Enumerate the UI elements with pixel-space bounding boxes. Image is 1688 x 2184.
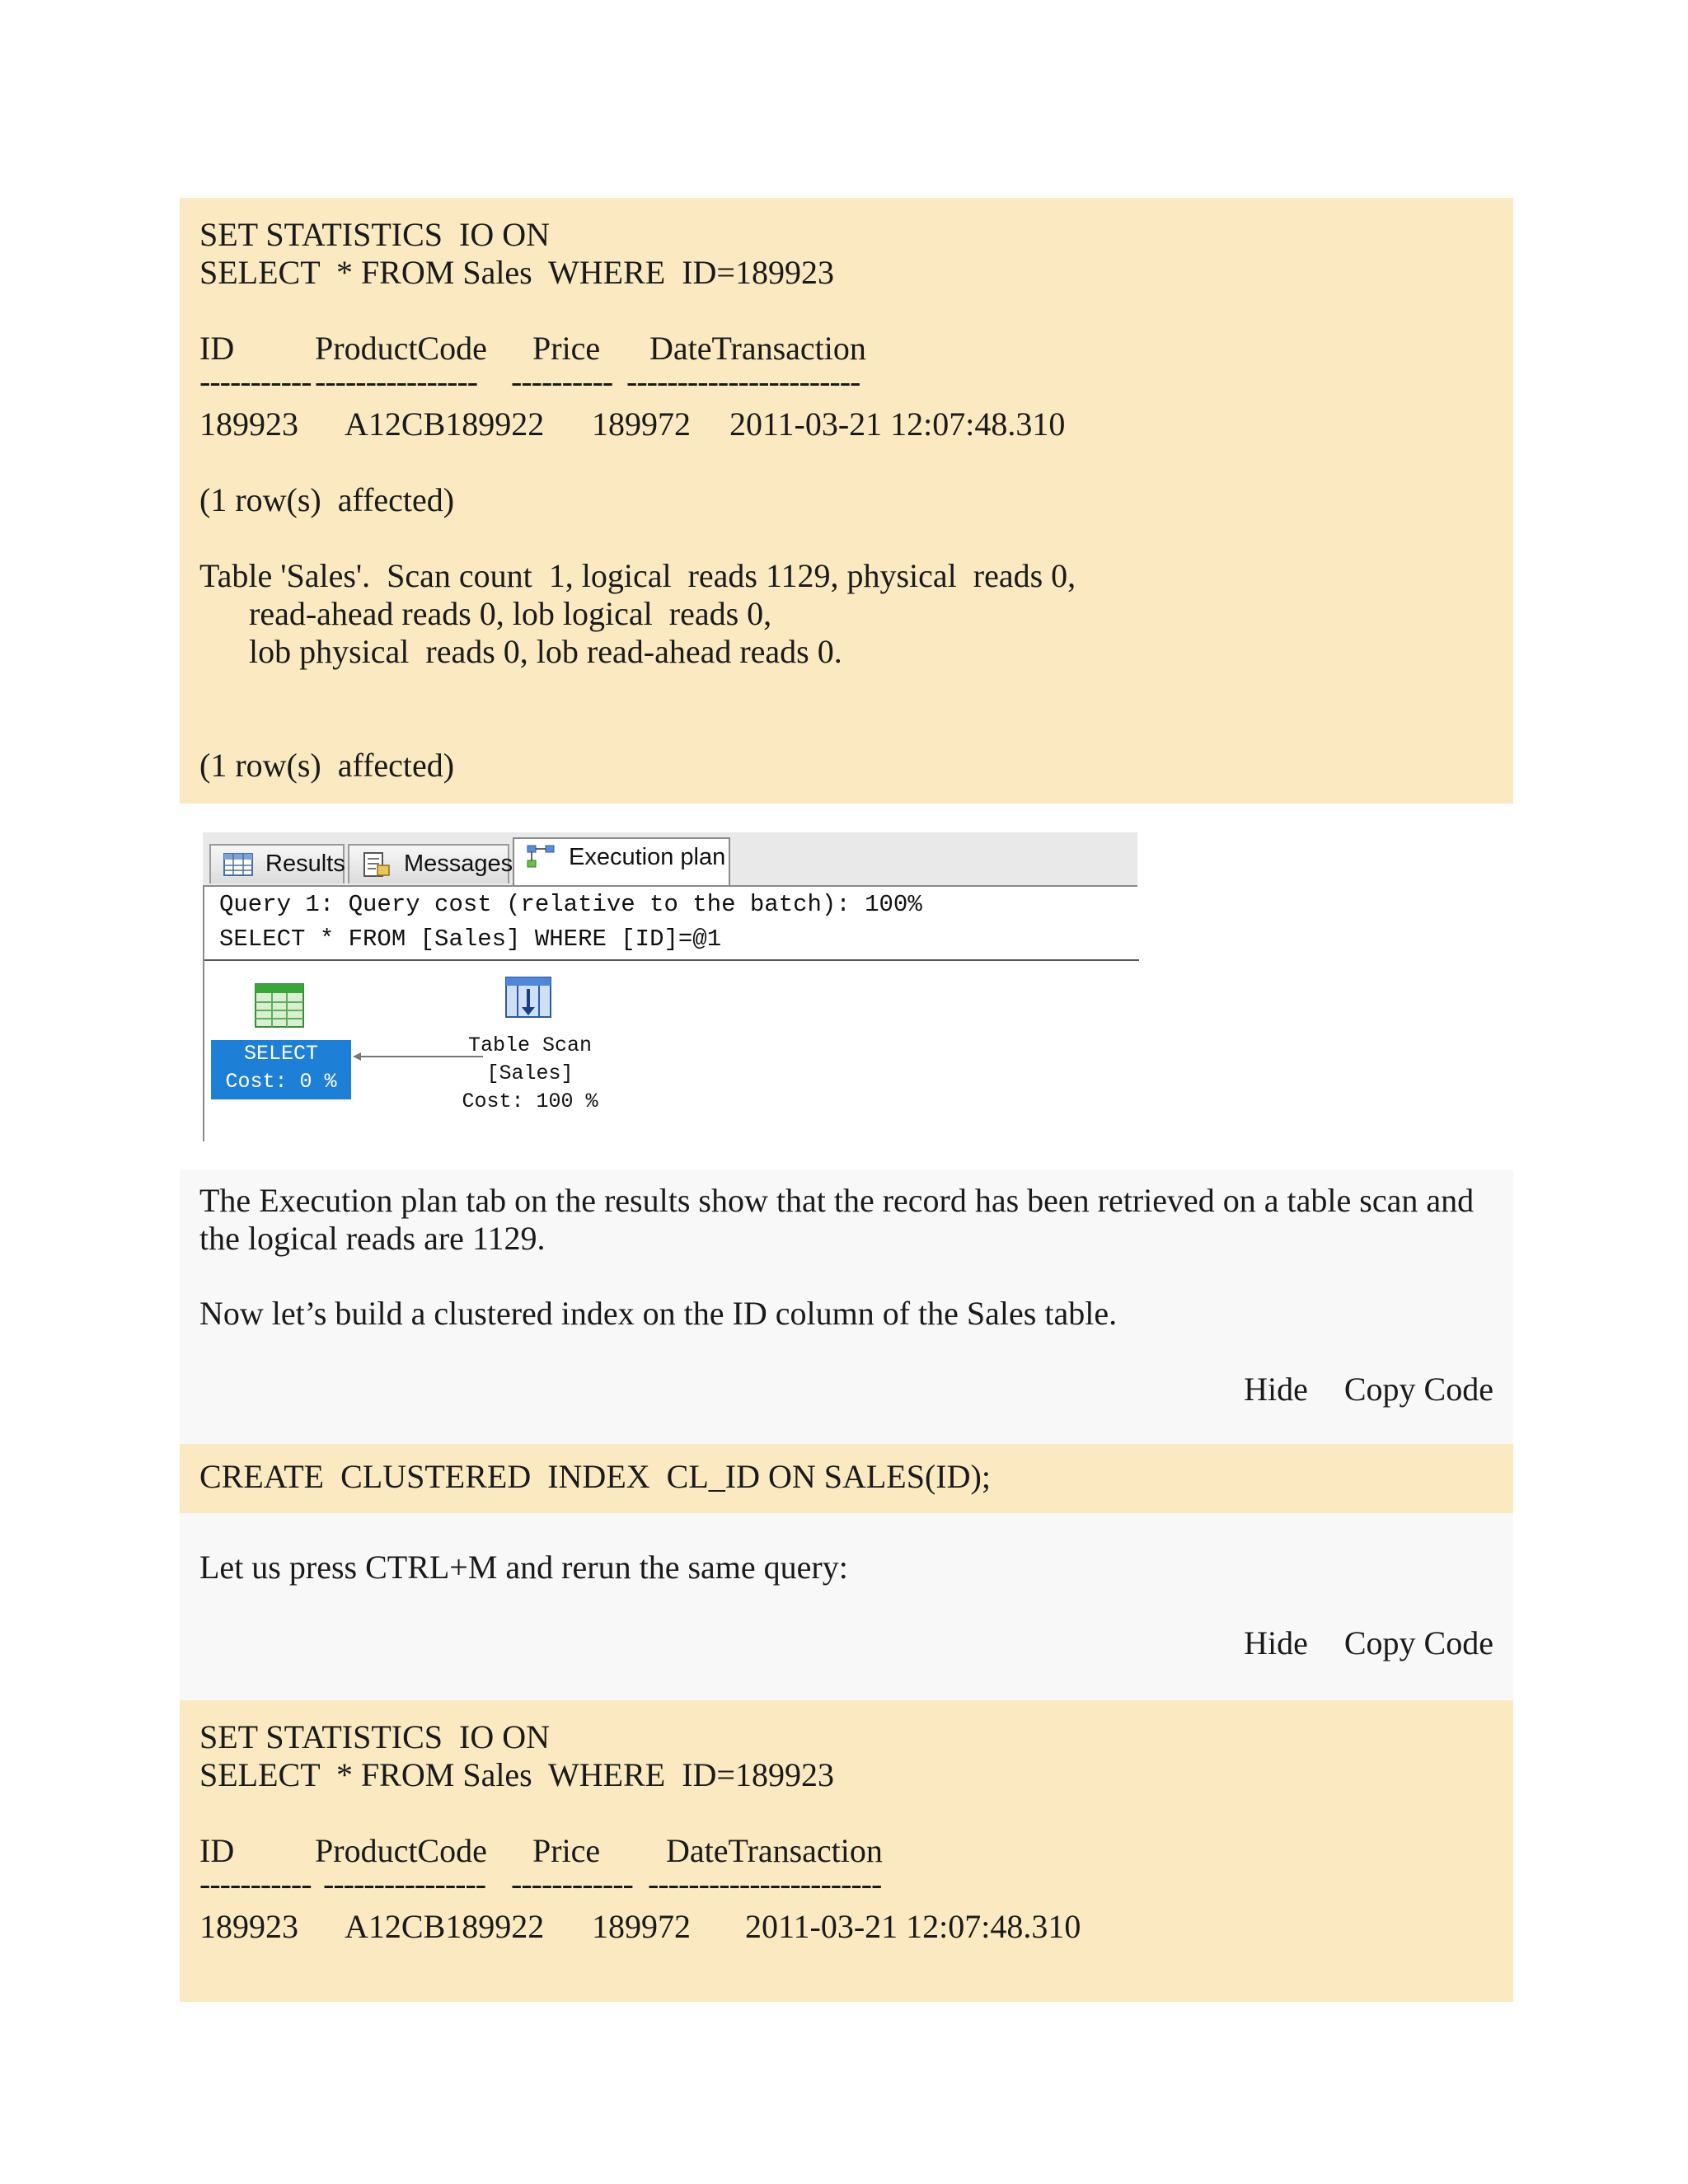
code-block-second-query — [180, 1700, 1513, 2002]
column-header-datetransaction: DateTransaction — [649, 330, 866, 367]
cell-productcode: A12CB189922 — [345, 1908, 545, 1945]
paragraph: The Execution plan tab on the results show that the record has been retrieved on a table scan and the logical reads are 1129. — [199, 1182, 1475, 1257]
tab-label: Results — [265, 851, 345, 877]
grid-icon — [223, 852, 254, 877]
code-block-first-query — [180, 198, 1513, 804]
table-scan-cost: Cost: 100 % — [462, 1090, 598, 1113]
hide-link[interactable]: Hide — [1244, 1624, 1308, 1661]
code-block-create-index — [180, 1444, 1513, 1513]
column-header-productcode: ProductCode — [315, 330, 487, 367]
query-cost-line: Query 1: Query cost (relative to the batch): 100% — [219, 891, 922, 918]
dash-col: ---------- — [511, 363, 613, 400]
tab-results[interactable] — [209, 844, 345, 883]
tab-messages[interactable] — [348, 844, 513, 883]
explanation-section — [180, 1170, 1513, 1444]
rows-affected: (1 row(s) affected) — [199, 747, 455, 784]
result-separator — [199, 363, 1493, 405]
dash-col: ------------ — [511, 1865, 633, 1902]
table-scan-name: Table Scan — [467, 1033, 593, 1057]
result-row — [199, 405, 1493, 443]
select-operator-label[interactable] — [211, 1040, 351, 1099]
code-line: SELECT * FROM Sales WHERE ID=189923 — [199, 254, 834, 291]
dash-col: ----------- — [199, 363, 312, 400]
code-line: SET STATISTICS IO ON — [199, 216, 550, 253]
cell-datetransaction: 2011-03-21 12:07:48.310 — [729, 405, 1066, 443]
paragraph: Now let’s build a clustered index on the ID column of the Sales table. — [199, 1295, 1118, 1332]
column-header-price: Price — [532, 330, 601, 367]
column-header-id: ID — [199, 330, 235, 367]
cell-price: 189972 — [592, 1908, 691, 1945]
hide-link[interactable]: Hide — [1244, 1371, 1308, 1408]
query-text-line: SELECT * FROM [Sales] WHERE [ID]=@1 — [219, 926, 722, 953]
execution-plan-pane — [203, 885, 1139, 1141]
plan-divider — [204, 959, 1139, 961]
tab-label: Messages — [404, 851, 513, 877]
copy-code-link[interactable]: Copy Code — [1343, 1624, 1493, 1661]
dash-col: ----------------------- — [648, 1865, 882, 1902]
code-actions — [1216, 1371, 1493, 1408]
dash-col: ----------- — [199, 1865, 312, 1902]
io-stats-line: read-ahead reads 0, lob logical reads 0, — [249, 595, 772, 632]
column-header-productcode: ProductCode — [315, 1832, 487, 1869]
code-line: CREATE CLUSTERED INDEX CL_ID ON SALES(ID); — [199, 1458, 991, 1495]
rows-affected: (1 row(s) affected) — [199, 481, 455, 518]
tab-execution-plan[interactable] — [513, 837, 730, 885]
table-scan-icon[interactable] — [503, 974, 554, 1020]
column-header-datetransaction: DateTransaction — [666, 1832, 883, 1869]
cell-datetransaction: 2011-03-21 12:07:48.310 — [745, 1908, 1081, 1945]
select-operator-name: SELECT — [243, 1042, 318, 1066]
code-actions — [1216, 1624, 1493, 1662]
results-tab-strip — [203, 832, 1137, 887]
cell-productcode: A12CB189922 — [345, 405, 545, 443]
column-header-price: Price — [532, 1832, 601, 1869]
execution-plan-icon — [526, 844, 557, 869]
document-icon — [361, 852, 392, 877]
table-scan-label[interactable] — [452, 1032, 608, 1116]
result-row — [199, 1908, 1493, 1946]
io-stats-line: Table 'Sales'. Scan count 1, logical reads 1129, physical reads 0, — [199, 557, 1076, 594]
paragraph: Let us press CTRL+M and rerun the same query: — [199, 1549, 848, 1586]
select-operator-icon[interactable] — [254, 982, 305, 1029]
column-header-id: ID — [199, 1832, 235, 1869]
dash-col: ---------------- — [323, 1865, 486, 1902]
io-stats-line: lob physical reads 0, lob read-ahead reads 0. — [249, 633, 842, 670]
dash-col: ----------------------- — [626, 363, 860, 400]
cell-price: 189972 — [592, 405, 691, 443]
cell-id: 189923 — [199, 1908, 298, 1945]
dash-col: ---------------- — [315, 363, 478, 400]
table-scan-table: [Sales] — [486, 1062, 574, 1085]
code-line: SELECT * FROM Sales WHERE ID=189923 — [199, 1756, 834, 1793]
select-operator-cost: Cost: 0 % — [225, 1070, 337, 1094]
code-line: SET STATISTICS IO ON — [199, 1718, 550, 1755]
execution-plan-screenshot — [203, 832, 1137, 1141]
explanation-section — [180, 1513, 1513, 1700]
result-separator — [199, 1865, 1493, 1908]
tab-label: Execution plan — [569, 844, 726, 870]
cell-id: 189923 — [199, 405, 298, 443]
copy-code-link[interactable]: Copy Code — [1343, 1371, 1493, 1408]
